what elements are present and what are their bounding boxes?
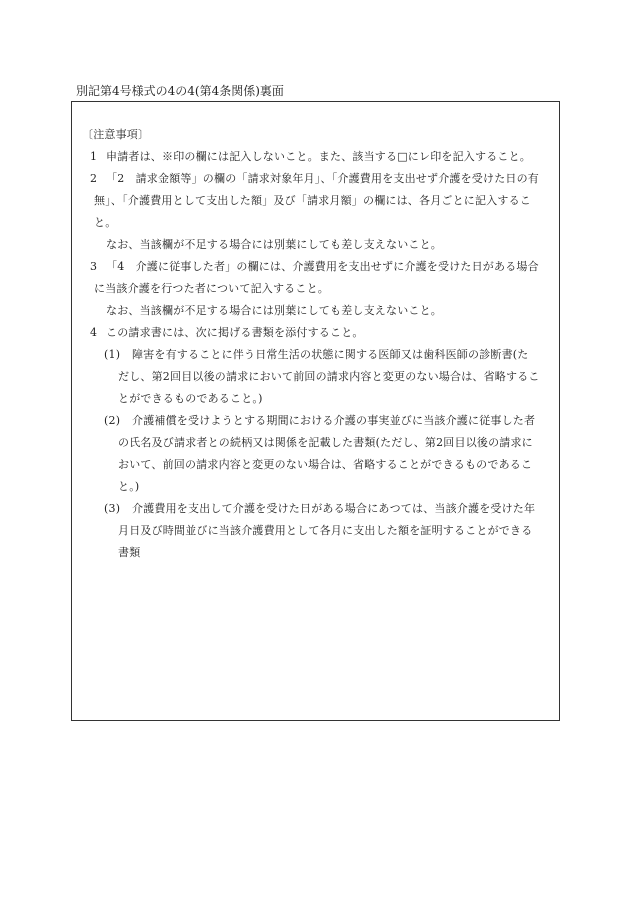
note-line: 「4 介護に従事した者」の欄には、介護費用を支出せずに介護を受けた日がある場合 — [106, 260, 539, 273]
note-supplement: なお、当該欄が不足する場合には別葉にしても差し支えないこと。 — [106, 238, 442, 251]
note-line: に当該介護を行つた者について記入すること。 — [94, 282, 329, 295]
attachment-line: とができるものであること。) — [118, 392, 263, 405]
attachment-line: おいて、前回の請求内容と変更のない場合は、省略することができるものであるこ — [118, 458, 533, 471]
attachment-item-1 — [82, 344, 558, 410]
attachment-item-number: (2) — [104, 414, 121, 427]
attachment-line: 月日及び時間並びに当該介護費用として各月に支出した額を証明することができる — [118, 524, 533, 537]
attachment-line: 障害を有することに伴う日常生活の状態に関する医師又は歯科医師の診断書(た — [132, 348, 529, 361]
note-item-number: 3 — [90, 260, 98, 273]
attachment-item-number: (1) — [104, 348, 121, 361]
note-item-3 — [82, 256, 558, 322]
attachment-line: 介護費用を支出して介護を受けた日がある場合にあつては、当該介護を受けた年 — [132, 502, 536, 515]
instructions-content — [82, 124, 558, 564]
attachment-line: と。) — [118, 480, 140, 493]
notes-heading: 〔注意事項〕 — [82, 128, 150, 141]
note-line: 「2 請求金額等」の欄の「請求対象年月」、「介護費用を支出せず介護を受けた日の有 — [106, 172, 539, 185]
attachment-line: 介護補償を受けようとする期間における介護の事実並びに当該介護に従事した者 — [132, 414, 536, 427]
note-item-number: 1 — [90, 150, 98, 163]
attachment-item-2 — [82, 410, 558, 498]
note-supplement: なお、当該欄が不足する場合には別葉にしても差し支えないこと。 — [106, 304, 442, 317]
note-item-1 — [82, 146, 558, 168]
attachment-line: だし、第2回目以後の請求において前回の請求内容と変更のない場合は、省略するこ — [118, 370, 540, 383]
note-item-2 — [82, 168, 558, 256]
attachment-item-3 — [82, 498, 558, 564]
attachment-line: の氏名及び請求者との続柄又は関係を記載した書類(ただし、第2回目以後の請求に — [118, 436, 533, 449]
note-line: と。 — [94, 216, 117, 229]
note-line: この請求書には、次に掲げる書類を添付すること。 — [106, 326, 364, 339]
note-item-4 — [82, 322, 558, 564]
note-line: 申請者は、※印の欄には記入しないこと。また、該当する□にレ印を記入すること。 — [106, 150, 531, 163]
note-item-number: 2 — [90, 172, 98, 185]
attachment-item-number: (3) — [104, 502, 121, 515]
form-caption: 別記第4号様式の4の4(第4条関係)裏面 — [76, 84, 284, 98]
note-line: 無」、「介護費用として支出した額」及び「請求月額」の欄には、各月ごとに記入するこ — [94, 194, 531, 207]
attachment-line: 書類 — [118, 546, 141, 559]
note-item-number: 4 — [90, 326, 98, 339]
